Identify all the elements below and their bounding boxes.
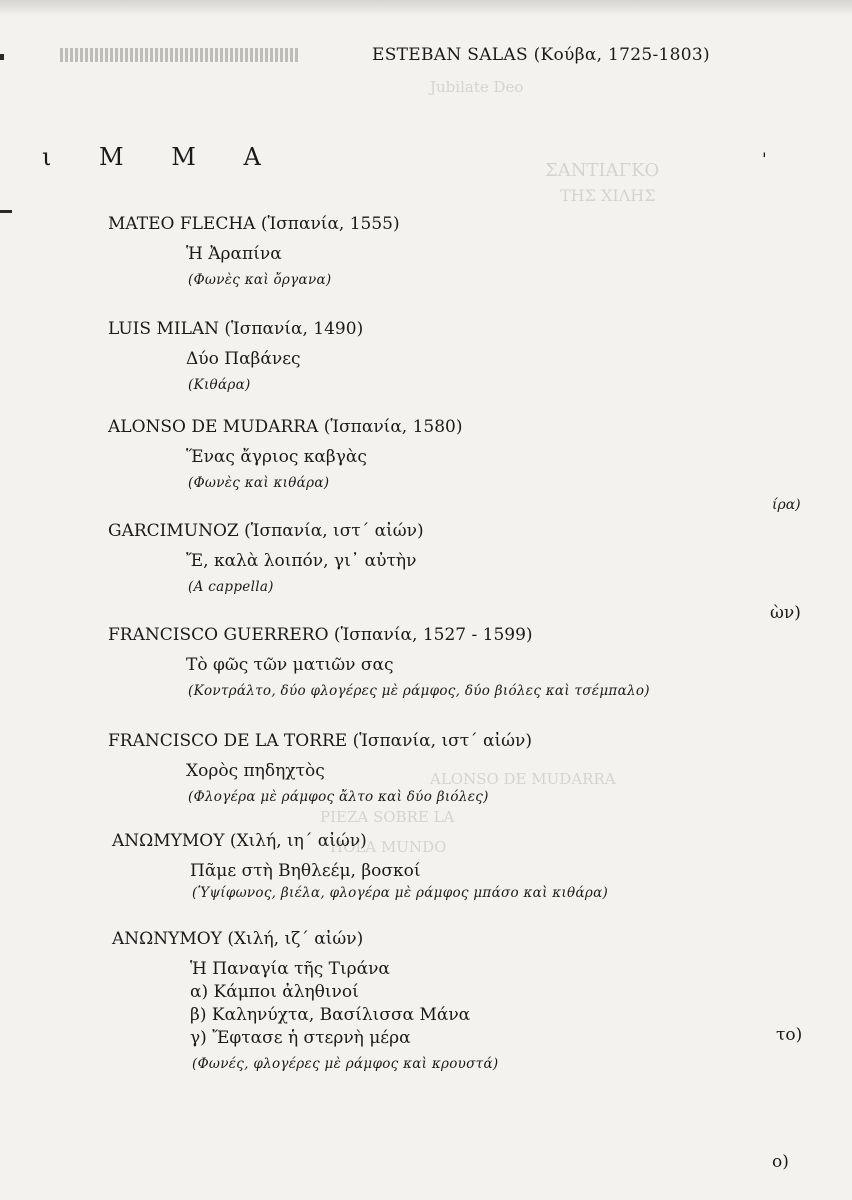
work-movement: β) Καληνύχτα, Βασίλισσα Μάνα: [190, 1005, 471, 1025]
work-title: Δύο Παβάνες: [186, 349, 301, 369]
instrumentation: (Φωνὲς καὶ ὄργανα): [188, 272, 332, 288]
bleed-text: Jubilate Deo: [430, 78, 524, 96]
bleed-text: PIEZA SOBRE LA: [320, 808, 455, 826]
program-entry: [108, 318, 363, 395]
work-title: Ἕνας ἄγριος καβγὰς: [186, 447, 367, 467]
header-composer-line: ESTEBAN SALAS (Κούβα, 1725-1803): [372, 45, 710, 65]
program-entry: [112, 830, 608, 903]
work-title: Χορὸς πηδηχτὸς: [186, 761, 325, 781]
composer-name: MATEO FLECHA (Ἱσπανία, 1555): [108, 214, 400, 234]
edge-fragment: ίρα): [772, 497, 801, 513]
program-title: ι Μ Μ Α: [42, 143, 281, 171]
instrumentation: (A cappella): [188, 579, 274, 595]
instrumentation: (Κιθάρα): [188, 377, 251, 393]
composer-name: ΑΝΩΝΥΜΟΥ (Χιλή, ιζ΄ αἰών): [112, 929, 364, 949]
composer-name: FRANCISCO GUERRERO (Ἱσπανία, 1527 - 1599): [108, 625, 533, 645]
work-title: Ἡ Ἀραπίνα: [186, 244, 282, 264]
bleed-text: ΤΗΣ ΧΙΛΗΣ: [560, 186, 656, 205]
edge-fragment: το): [776, 1025, 803, 1045]
instrumentation: (Φωνὲς καὶ κιθάρα): [188, 475, 330, 491]
bleed-text: HOLA MUNDO: [330, 838, 447, 856]
work-title: Τὸ φῶς τῶν ματιῶν σας: [186, 655, 394, 675]
redacted-name-block: [60, 48, 300, 62]
scan-shadow: [0, 0, 852, 16]
composer-name: FRANCISCO DE LA TORRE (Ἱσπανία, ιστ΄ αἰών): [108, 731, 533, 751]
composer-name: GARCIMUNOZ (Ἱσπανία, ιστ΄ αἰών): [108, 521, 424, 541]
edge-fragment: ο): [772, 1152, 789, 1172]
composer-name: ALONSO DE MUDARRA (Ἱσπανία, 1580): [108, 417, 463, 437]
program-entry: [108, 416, 463, 493]
scan-mark: [0, 210, 12, 213]
program-entry: [108, 213, 400, 290]
bleed-text: ΣΑΝΤΙΑΓΚΟ: [545, 160, 660, 181]
scan-mark: [0, 54, 4, 60]
work-movement: γ) Ἔφτασε ἡ στερνὴ μέρα: [190, 1028, 411, 1048]
edge-fragment: ': [762, 150, 767, 170]
instrumentation: (Κοντράλτο, δύο φλογέρες μὲ ράμφος, δύο βιόλες καὶ τσέμπαλο): [188, 683, 650, 699]
instrumentation: (Φλογέρα μὲ ράμφος ἄλτο καὶ δύο βιόλες): [188, 789, 489, 805]
work-title: Πᾶμε στὴ Βηθλεέμ, βοσκοί: [190, 861, 421, 881]
work-title: Ἔ, καλὰ λοιπόν, γι᾿ αὐτὴν: [186, 551, 417, 571]
work-title: Ἡ Παναγία τῆς Τιράνα: [190, 959, 390, 979]
bleed-text: ALONSO DE MUDARRA: [430, 770, 616, 788]
instrumentation: (Ὑψίφωνος, βιέλα, φλογέρα μὲ ράμφος μπάσο καὶ κιθάρα): [192, 885, 609, 901]
work-movement: α) Κάμποι ἀληθινοί: [190, 982, 359, 1002]
program-entry: [112, 928, 498, 1074]
edge-fragment: ὼν): [770, 603, 801, 623]
program-entry: [108, 624, 650, 701]
composer-name: LUIS MILAN (Ἱσπανία, 1490): [108, 319, 364, 339]
composer-name: ΑΝΩΜΥΜΟΥ (Χιλή, ιη΄ αἰών): [112, 831, 367, 851]
program-entry: [108, 730, 532, 807]
instrumentation: (Φωνές, φλογέρες μὲ ράμφος καὶ κρουστά): [192, 1056, 499, 1072]
program-entry: [108, 520, 424, 597]
